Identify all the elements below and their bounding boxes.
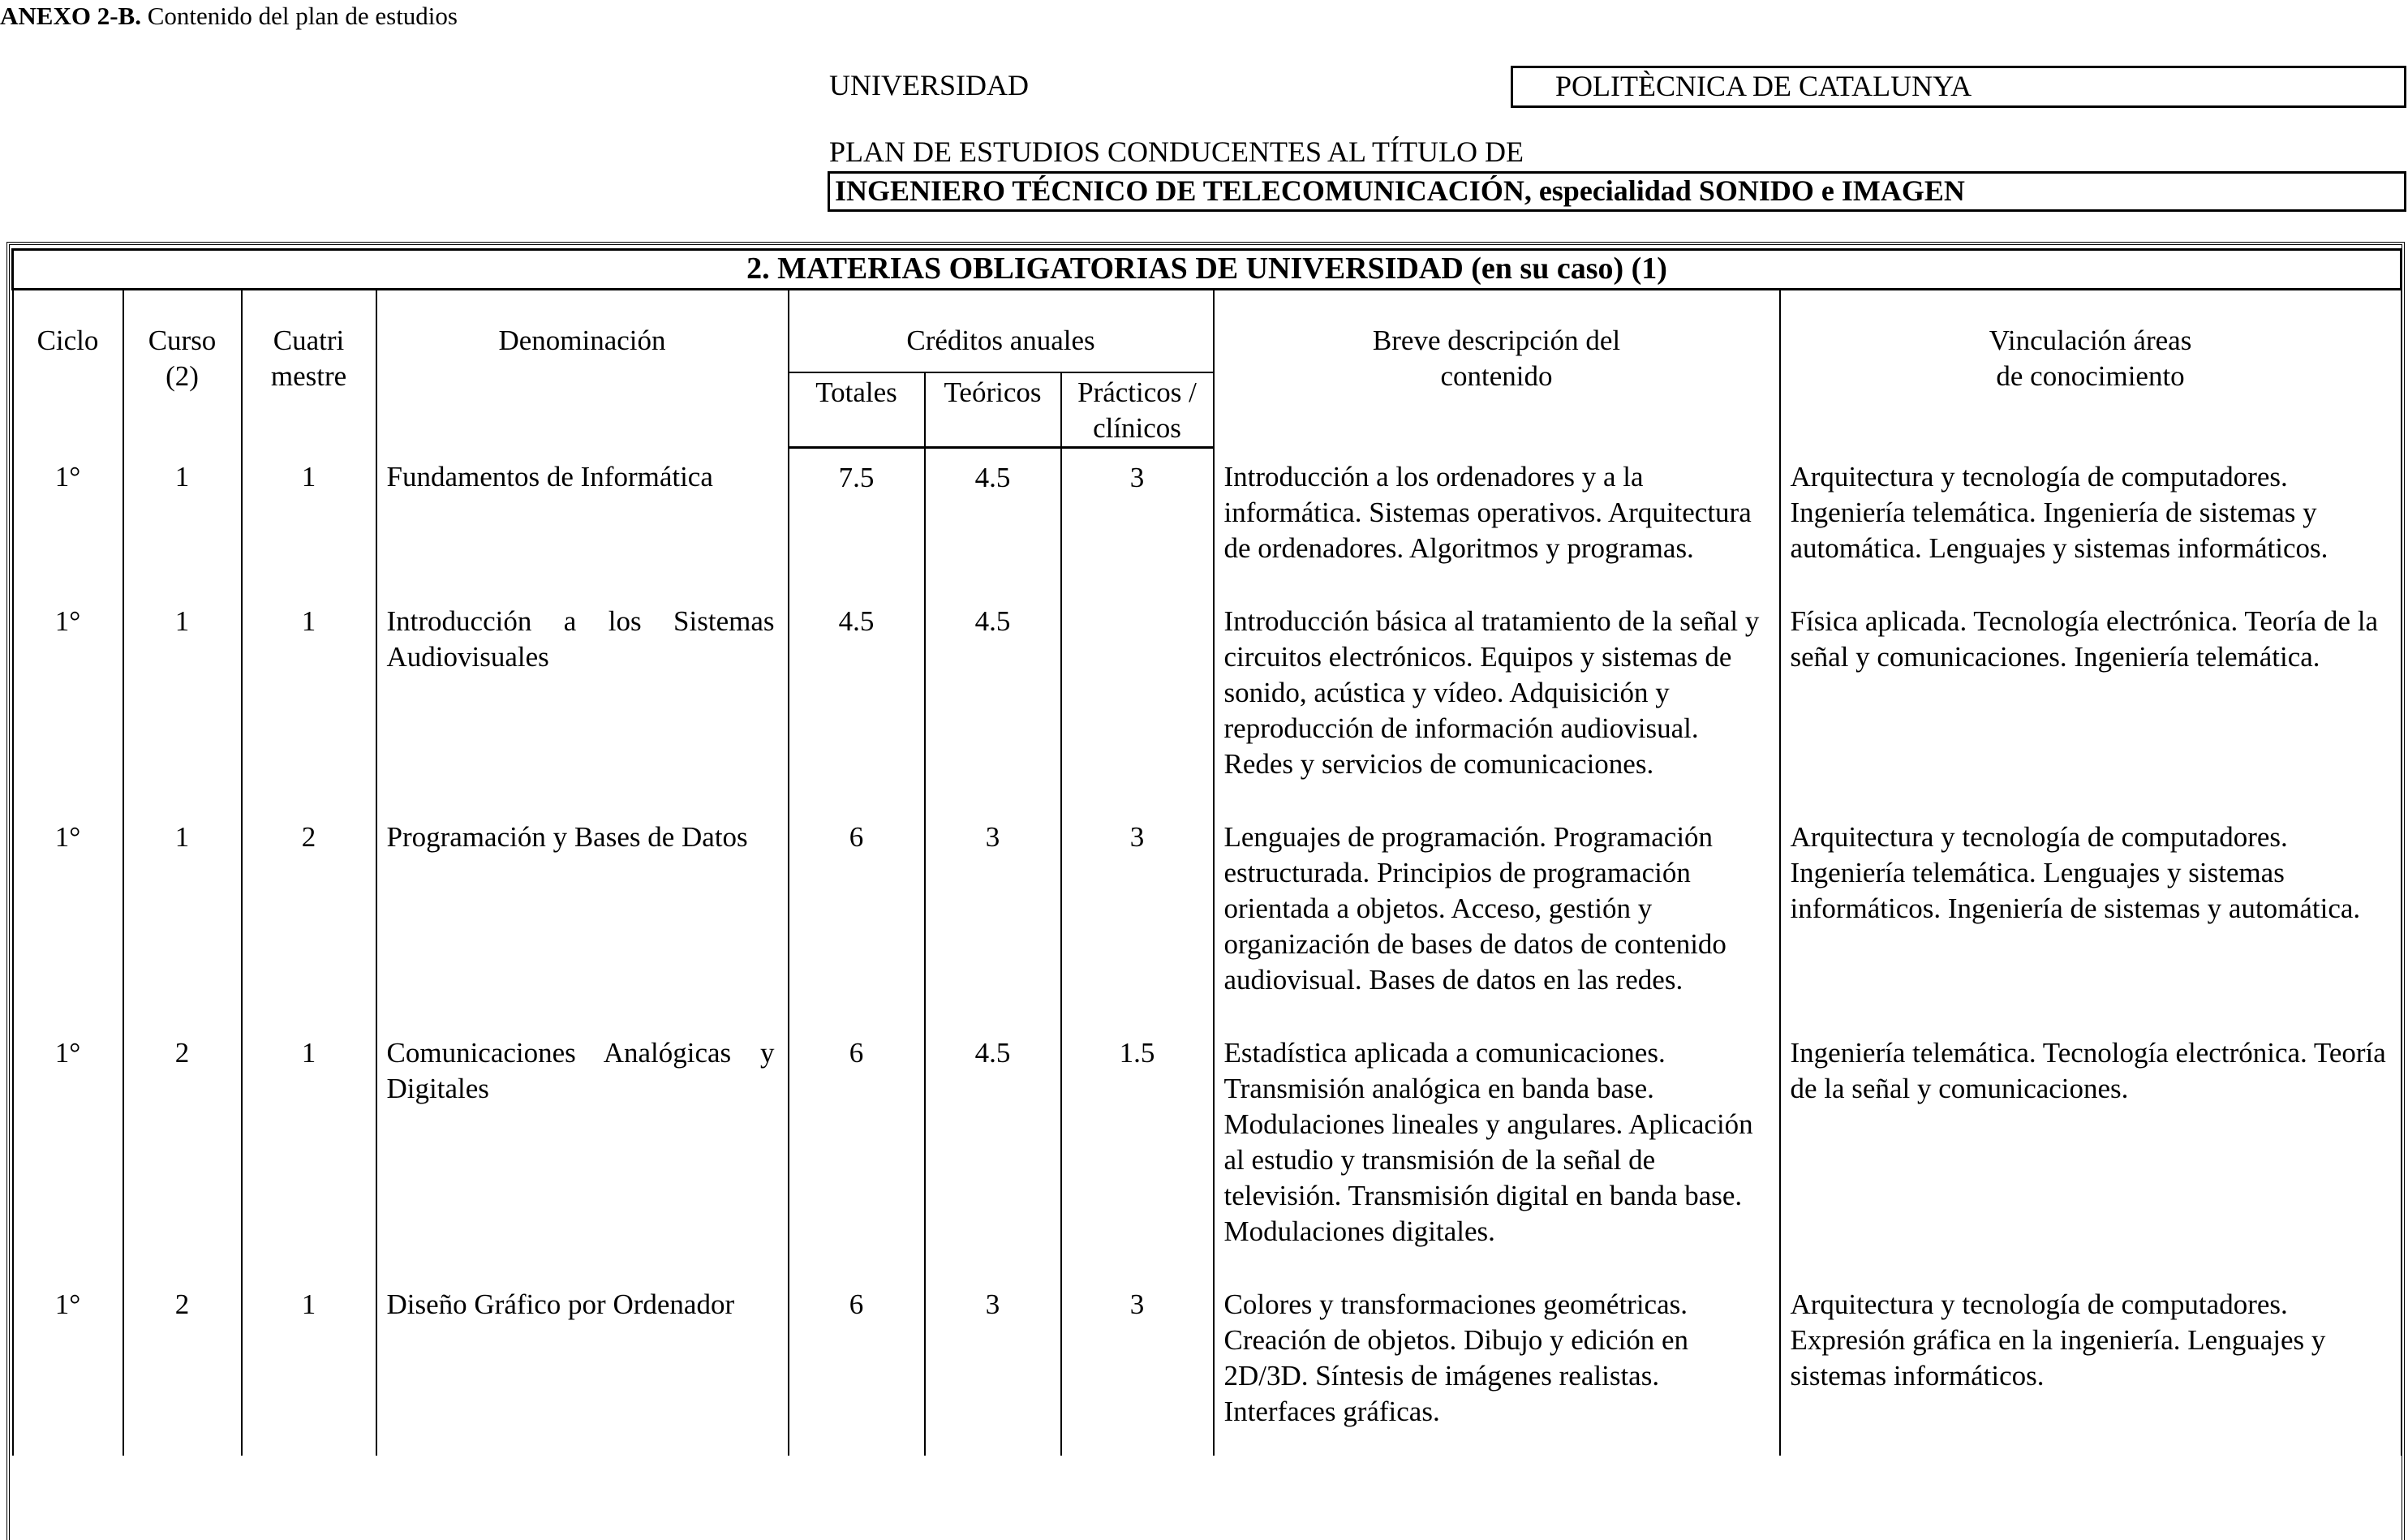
cell-descripcion: Colores y transformaciones geométricas. Creación de objetos. Dibujo y edición en 2D/3D. Síntesis de imágenes realistas. Interfaces gráficas. bbox=[1214, 1275, 1780, 1456]
col-vinculacion: Vinculación áreas de conocimiento bbox=[1780, 290, 2402, 448]
annex-title: Contenido del plan de estudios bbox=[140, 2, 458, 30]
cell-curso: 2 bbox=[123, 1275, 242, 1456]
cell-denominacion: Diseño Gráfico por Ordenador bbox=[376, 1275, 789, 1456]
cell-practicos: 1.5 bbox=[1061, 1024, 1214, 1275]
cell-teoricos: 4.5 bbox=[925, 1024, 1061, 1275]
cell-areas: Ingeniería telemática. Tecnología electrónica. Teoría de la señal y comunicaciones. bbox=[1780, 1024, 2402, 1275]
cell-curso: 1 bbox=[123, 592, 242, 808]
cell-denominacion: Programación y Bases de Datos bbox=[376, 808, 789, 1024]
cell-teoricos: 4.5 bbox=[925, 448, 1061, 592]
cell-ciclo: 1° bbox=[13, 448, 123, 592]
cell-descripcion: Estadística aplicada a comunicaciones. Transmisión analógica en banda base. Modulaciones lineales y angulares. Aplicación al estudio y transmisión de la señal de televisión. Transmisión digital en banda base. Modulaciones digitales. bbox=[1214, 1024, 1780, 1275]
cell-descripcion: Introducción a los ordenadores y a la informática. Sistemas operativos. Arquitectura de ordenadores. Algoritmos y programas. bbox=[1214, 448, 1780, 592]
col-totales: Totales bbox=[789, 372, 925, 448]
cell-ciclo: 1° bbox=[13, 1275, 123, 1456]
cell-areas: Física aplicada. Tecnología electrónica. Teoría de la señal y comunicaciones. Ingeniería telemática. bbox=[1780, 592, 2402, 808]
cell-teoricos: 4.5 bbox=[925, 592, 1061, 808]
cell-ciclo: 1° bbox=[13, 592, 123, 808]
col-teoricos: Teóricos bbox=[925, 372, 1061, 448]
cell-totales: 6 bbox=[789, 1024, 925, 1275]
cell-practicos: 3 bbox=[1061, 448, 1214, 592]
cell-areas: Arquitectura y tecnología de computadores. Expresión gráfica en la ingeniería. Lenguajes y sistemas informáticos. bbox=[1780, 1275, 2402, 1456]
cell-practicos: 3 bbox=[1061, 1275, 1214, 1456]
cell-areas: Arquitectura y tecnología de computadores. Ingeniería telemática. Lenguajes y sistemas informáticos. Ingeniería de sistemas y automática. bbox=[1780, 808, 2402, 1024]
cell-descripcion: Lenguajes de programación. Programación estructurada. Principios de programación orientada a objetos. Acceso, gestión y organización de bases de datos de contenido audiovisual. Bases de datos en las redes. bbox=[1214, 808, 1780, 1024]
annex-number: ANEXO 2-B. bbox=[0, 2, 141, 30]
cell-curso: 1 bbox=[123, 448, 242, 592]
cell-cuatrimestre: 1 bbox=[242, 1275, 376, 1456]
col-denominacion: Denominación bbox=[376, 290, 789, 448]
col-practicos: Prácticos / clínicos bbox=[1061, 372, 1214, 448]
table-row bbox=[13, 1024, 2402, 1275]
cell-totales: 7.5 bbox=[789, 448, 925, 592]
table-row bbox=[13, 592, 2402, 808]
col-creditos-anuales: Créditos anuales bbox=[789, 290, 1214, 373]
col-ciclo: Ciclo bbox=[13, 290, 123, 448]
cell-totales: 6 bbox=[789, 808, 925, 1024]
cell-teoricos: 3 bbox=[925, 1275, 1061, 1456]
cell-denominacion: Introducción a los Sistemas Audiovisuales bbox=[376, 592, 789, 808]
table-row bbox=[13, 808, 2402, 1024]
cell-cuatrimestre: 2 bbox=[242, 808, 376, 1024]
col-curso: Curso (2) bbox=[123, 290, 242, 448]
cell-practicos bbox=[1061, 592, 1214, 808]
cell-denominacion: Fundamentos de Informática bbox=[376, 448, 789, 592]
cell-practicos: 3 bbox=[1061, 808, 1214, 1024]
cell-ciclo: 1° bbox=[13, 1024, 123, 1275]
cell-descripcion: Introducción básica al tratamiento de la señal y circuitos electrónicos. Equipos y sistemas de sonido, acústica y vídeo. Adquisición y reproducción de información audiovisual. Redes y servicios de comunicaciones. bbox=[1214, 592, 1780, 808]
col-cuatrimestre: Cuatri mestre bbox=[242, 290, 376, 448]
cell-curso: 1 bbox=[123, 808, 242, 1024]
cell-totales: 6 bbox=[789, 1275, 925, 1456]
table-row bbox=[13, 1275, 2402, 1456]
degree-title: INGENIERO TÉCNICO DE TELECOMUNICACIÓN, especialidad SONIDO e IMAGEN bbox=[828, 171, 2406, 212]
subjects-table bbox=[11, 248, 2402, 1456]
section-title: 2. MATERIAS OBLIGATORIAS DE UNIVERSIDAD (en su caso) (1) bbox=[13, 250, 2402, 290]
cell-cuatrimestre: 1 bbox=[242, 448, 376, 592]
cell-curso: 2 bbox=[123, 1024, 242, 1275]
cell-teoricos: 3 bbox=[925, 808, 1061, 1024]
university-label: UNIVERSIDAD bbox=[829, 69, 1029, 101]
cell-totales: 4.5 bbox=[789, 592, 925, 808]
cell-cuatrimestre: 1 bbox=[242, 592, 376, 808]
cell-ciclo: 1° bbox=[13, 808, 123, 1024]
cell-denominacion: Comunicaciones Analógicas y Digitales bbox=[376, 1024, 789, 1275]
plan-label: PLAN DE ESTUDIOS CONDUCENTES AL TÍTULO DE bbox=[829, 136, 1524, 168]
col-descripcion: Breve descripción del contenido bbox=[1214, 290, 1780, 448]
university-value: POLITÈCNICA DE CATALUNYA bbox=[1511, 66, 2406, 108]
cell-cuatrimestre: 1 bbox=[242, 1024, 376, 1275]
cell-areas: Arquitectura y tecnología de computadores. Ingeniería telemática. Ingeniería de sistemas y automática. Lenguajes y sistemas informáticos. bbox=[1780, 448, 2402, 592]
annex-heading bbox=[0, 2, 458, 31]
table-row bbox=[13, 448, 2402, 592]
